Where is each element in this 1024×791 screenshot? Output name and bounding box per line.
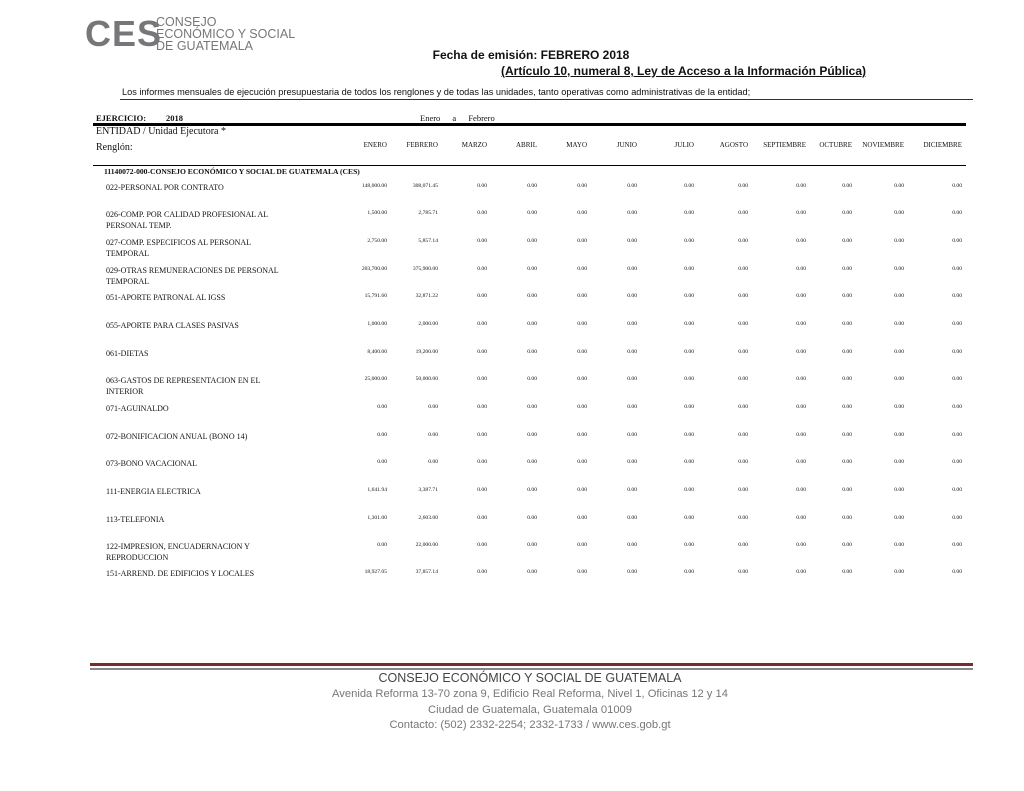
table-cell: 1,641.94 [367, 487, 387, 493]
table-cell: 0.00 [477, 569, 487, 575]
logo-line: CONSEJO [156, 15, 217, 29]
table-cell: 0.00 [684, 183, 694, 189]
table-cell: 0.00 [477, 487, 487, 493]
table-cell: 0.00 [577, 210, 587, 216]
table-cell: 0.00 [738, 542, 748, 548]
row-label [106, 403, 306, 414]
table-cell: 0.00 [627, 432, 637, 438]
issue-date: Fecha de emisión: FEBRERO 2018 [432, 48, 630, 62]
table-cell: 0.00 [627, 459, 637, 465]
row-label [106, 514, 306, 525]
table-cell: 0.00 [738, 210, 748, 216]
table-cell: 2,785.71 [418, 210, 438, 216]
row-label-line: 029-OTRAS REMUNERACIONES DE PERSONAL [106, 266, 279, 275]
table-cell: 0.00 [796, 515, 806, 521]
table-cell: 0.00 [627, 321, 637, 327]
row-label-line: REPRODUCCION [106, 553, 169, 562]
table-cell: 0.00 [842, 515, 852, 521]
table-cell: 0.00 [477, 238, 487, 244]
table-cell: 0.00 [952, 266, 962, 272]
table-cell: 0.00 [894, 183, 904, 189]
month-header: JULIO [674, 141, 694, 149]
table-cell: 0.00 [684, 542, 694, 548]
table-cell: 0.00 [684, 376, 694, 382]
footer-city: Ciudad de Guatemala, Guatemala 01009 [428, 704, 632, 716]
table-cell: 0.00 [377, 459, 387, 465]
table-cell: 0.00 [738, 293, 748, 299]
row-label-line: PERSONAL TEMP. [106, 221, 172, 230]
table-cell: 22,000.00 [415, 542, 438, 548]
table-cell: 0.00 [894, 432, 904, 438]
row-label-line: 111-ENERGIA ELECTRICA [106, 487, 201, 496]
table-cell: 0.00 [952, 459, 962, 465]
table-cell: 0.00 [627, 183, 637, 189]
table-cell: 0.00 [738, 432, 748, 438]
table-cell: 0.00 [796, 569, 806, 575]
table-cell: 0.00 [952, 321, 962, 327]
footer-address: Avenida Reforma 13-70 zona 9, Edificio Real Reforma, Nivel 1, Oficinas 12 y 14 [332, 688, 728, 700]
row-label [106, 237, 306, 259]
month-header: NOVIEMBRE [862, 141, 904, 149]
table-cell: 50,000.00 [415, 376, 438, 382]
table-cell: 0.00 [738, 266, 748, 272]
table-cell: 0.00 [477, 515, 487, 521]
table-cell: 0.00 [627, 238, 637, 244]
table-cell: 0.00 [684, 266, 694, 272]
table-cell: 0.00 [952, 542, 962, 548]
table-cell: 0.00 [842, 183, 852, 189]
table-cell: 0.00 [684, 210, 694, 216]
table-cell: 0.00 [842, 376, 852, 382]
table-cell: 0.00 [377, 542, 387, 548]
table-cell: 0.00 [577, 487, 587, 493]
table-cell: 0.00 [627, 542, 637, 548]
month-header: JUNIO [616, 141, 637, 149]
table-cell: 0.00 [894, 569, 904, 575]
table-cell: 0.00 [477, 376, 487, 382]
table-cell: 0.00 [527, 210, 537, 216]
table-cell: 0.00 [842, 349, 852, 355]
logo-text [156, 16, 295, 52]
table-cell: 0.00 [796, 293, 806, 299]
period-sep: a [452, 113, 457, 123]
table-cell: 0.00 [796, 487, 806, 493]
table-cell: 1,000.00 [367, 321, 387, 327]
month-header: FEBRERO [406, 141, 438, 149]
table-cell: 0.00 [952, 487, 962, 493]
table-cell: 0.00 [627, 376, 637, 382]
table-cell: 0.00 [377, 404, 387, 410]
table-cell: 0.00 [796, 266, 806, 272]
table-cell: 0.00 [684, 569, 694, 575]
table-cell: 0.00 [377, 432, 387, 438]
table-cell: 0.00 [684, 515, 694, 521]
table-cell: 0.00 [477, 321, 487, 327]
ces-logo [85, 14, 315, 54]
month-header: OCTUBRE [819, 141, 852, 149]
table-cell: 0.00 [842, 238, 852, 244]
table-cell: 0.00 [684, 238, 694, 244]
exercise [96, 113, 183, 123]
table-cell: 0.00 [894, 459, 904, 465]
table-cell: 2,750.00 [367, 238, 387, 244]
table-cell: 0.00 [577, 293, 587, 299]
table-cell: 0.00 [477, 293, 487, 299]
table-cell: 0.00 [527, 238, 537, 244]
unit-title: 11140072-000-CONSEJO ECONÓMICO Y SOCIAL DE GUATEMALA (CES) [104, 167, 360, 176]
row-label [106, 348, 306, 359]
table-cell: 0.00 [952, 349, 962, 355]
row-label [106, 431, 306, 442]
table-cell: 0.00 [527, 542, 537, 548]
table-cell: 0.00 [894, 376, 904, 382]
table-cell: 1,500.00 [367, 210, 387, 216]
table-cell: 0.00 [796, 210, 806, 216]
row-label-line: 051-APORTE PATRONAL AL IGSS [106, 293, 226, 302]
table-cell: 0.00 [684, 349, 694, 355]
row-label-line: 113-TELEFONIA [106, 515, 165, 524]
table-cell: 0.00 [842, 321, 852, 327]
table-cell: 0.00 [684, 432, 694, 438]
table-cell: 0.00 [842, 210, 852, 216]
table-cell: 0.00 [738, 349, 748, 355]
table-cell: 0.00 [477, 404, 487, 410]
table-cell: 18,927.05 [364, 569, 387, 575]
table-cell: 8,400.00 [367, 349, 387, 355]
table-cell: 25,000.00 [364, 376, 387, 382]
row-label-line: 071-AGUINALDO [106, 404, 169, 413]
table-cell: 0.00 [527, 515, 537, 521]
table-cell: 0.00 [738, 487, 748, 493]
logo-line: ECONÓMICO Y SOCIAL [156, 27, 296, 41]
table-cell: 0.00 [527, 321, 537, 327]
table-cell: 0.00 [796, 542, 806, 548]
table-cell: 0.00 [796, 183, 806, 189]
table-cell: 0.00 [952, 183, 962, 189]
table-cell: 0.00 [527, 487, 537, 493]
table-cell: 0.00 [738, 238, 748, 244]
month-header: ABRIL [516, 141, 537, 149]
table-cell: 203,700.00 [361, 266, 387, 272]
table-cell: 0.00 [894, 266, 904, 272]
header-divider [120, 99, 973, 100]
month-header: SEPTIEMBRE [763, 141, 806, 149]
row-label [106, 209, 306, 231]
footer-org: CONSEJO ECONÓMICO Y SOCIAL DE GUATEMALA [378, 671, 682, 685]
row-label [106, 292, 306, 303]
table-header-rule [93, 165, 966, 166]
exercise-label: EJERCICIO: [96, 113, 147, 123]
table-cell: 19,200.00 [415, 349, 438, 355]
table-cell: 0.00 [577, 266, 587, 272]
row-label-line: 122-IMPRESION, ENCUADERNACION Y [106, 542, 250, 551]
table-cell: 0.00 [477, 183, 487, 189]
table-cell: 0.00 [952, 238, 962, 244]
logo-line: DE GUATEMALA [156, 39, 254, 53]
table-cell: 0.00 [738, 321, 748, 327]
table-cell: 0.00 [477, 459, 487, 465]
table-cell: 0.00 [627, 349, 637, 355]
table-cell: 0.00 [477, 542, 487, 548]
table-cell: 0.00 [577, 238, 587, 244]
table-cell: 0.00 [577, 321, 587, 327]
table-cell: 0.00 [842, 404, 852, 410]
exercise-year: 2018 [166, 113, 183, 123]
month-header: MARZO [461, 141, 487, 149]
row-label [106, 486, 306, 497]
table-cell: 0.00 [527, 432, 537, 438]
table-cell: 0.00 [577, 515, 587, 521]
table-cell: 0.00 [894, 404, 904, 410]
table-cell: 0.00 [952, 293, 962, 299]
table-cell: 0.00 [428, 432, 438, 438]
period-to: Febrero [468, 113, 495, 123]
month-header: MAYO [566, 141, 587, 149]
table-cell: 0.00 [684, 293, 694, 299]
table-cell: 0.00 [477, 210, 487, 216]
table-cell: 0.00 [894, 487, 904, 493]
table-cell: 0.00 [577, 459, 587, 465]
table-cell: 0.00 [738, 459, 748, 465]
table-cell: 0.00 [477, 266, 487, 272]
table-cell: 0.00 [738, 183, 748, 189]
month-header: DICIEMBRE [923, 141, 962, 149]
table-cell: 0.00 [738, 404, 748, 410]
legal-article: (Artículo 10, numeral 8, Ley de Acceso a la Información Pública) [501, 64, 866, 78]
table-cell: 0.00 [842, 293, 852, 299]
period [420, 113, 505, 123]
table-cell: 15,791.60 [364, 293, 387, 299]
table-cell: 0.00 [684, 459, 694, 465]
table-cell: 0.00 [796, 459, 806, 465]
row-label-line: 061-DIETAS [106, 349, 149, 358]
table-cell: 0.00 [796, 238, 806, 244]
row-label-line: 072-BONIFICACION ANUAL (BONO 14) [106, 432, 248, 441]
table-cell: 0.00 [627, 404, 637, 410]
table-cell: 0.00 [952, 210, 962, 216]
table-cell: 0.00 [577, 183, 587, 189]
table-cell: 0.00 [627, 293, 637, 299]
table-cell: 2,603.00 [418, 515, 438, 521]
row-label-line: 026-COMP. POR CALIDAD PROFESIONAL AL [106, 210, 269, 219]
logo-mark: CES [85, 13, 163, 54]
table-cell: 0.00 [796, 432, 806, 438]
table-cell: 0.00 [894, 238, 904, 244]
row-label-line: 027-COMP. ESPECIFICOS AL PERSONAL [106, 238, 252, 247]
table-cell: 0.00 [842, 487, 852, 493]
table-cell: 0.00 [952, 376, 962, 382]
table-cell: 0.00 [894, 293, 904, 299]
row-label [106, 541, 306, 563]
row-label [106, 458, 306, 469]
table-cell: 0.00 [952, 569, 962, 575]
table-cell: 0.00 [738, 569, 748, 575]
table-cell: 0.00 [577, 404, 587, 410]
table-cell: 0.00 [796, 321, 806, 327]
table-cell: 0.00 [684, 487, 694, 493]
table-cell: 0.00 [627, 487, 637, 493]
table-cell: 0.00 [894, 210, 904, 216]
table-cell: 0.00 [577, 542, 587, 548]
row-label [106, 568, 306, 579]
table-cell: 148,000.00 [361, 183, 387, 189]
table-cell: 0.00 [527, 183, 537, 189]
table-cell: 0.00 [527, 349, 537, 355]
table-cell: 0.00 [684, 321, 694, 327]
period-from: Enero [420, 113, 441, 123]
table-cell: 0.00 [796, 376, 806, 382]
table-cell: 37,857.14 [415, 569, 438, 575]
table-cell: 0.00 [577, 569, 587, 575]
table-cell: 308,071.45 [412, 183, 438, 189]
table-cell: 3,387.71 [418, 487, 438, 493]
row-label-line: TEMPORAL [106, 249, 150, 258]
table-cell: 0.00 [527, 404, 537, 410]
table-cell: 0.00 [894, 515, 904, 521]
table-cell: 5,857.14 [418, 238, 438, 244]
row-label-line: TEMPORAL [106, 277, 150, 286]
table-cell: 0.00 [627, 266, 637, 272]
table-cell: 0.00 [894, 349, 904, 355]
table-cell: 0.00 [842, 542, 852, 548]
footer-rule [90, 663, 973, 666]
line-label: Renglón: [96, 142, 133, 153]
table-cell: 1,301.00 [367, 515, 387, 521]
row-label-line: 055-APORTE PARA CLASES PASIVAS [106, 321, 239, 330]
table-cell: 0.00 [577, 376, 587, 382]
table-cell: 0.00 [894, 321, 904, 327]
table-cell: 0.00 [577, 349, 587, 355]
table-cell: 0.00 [796, 404, 806, 410]
table-cell: 0.00 [738, 376, 748, 382]
table-cell: 0.00 [428, 404, 438, 410]
row-label-line: 022-PERSONAL POR CONTRATO [106, 183, 224, 192]
entity-label: ENTIDAD / Unidad Ejecutora * [96, 126, 226, 137]
row-label-line: 073-BONO VACACIONAL [106, 459, 198, 468]
table-cell: 0.00 [428, 459, 438, 465]
table-cell: 0.00 [527, 266, 537, 272]
table-cell: 0.00 [952, 432, 962, 438]
intro-text: Los informes mensuales de ejecución presupuestaria de todos los renglones y de todas las unidades, tanto operativas como administrativas de la entidad; [122, 87, 751, 97]
table-cell: 0.00 [627, 515, 637, 521]
month-header: AGOSTO [719, 141, 748, 149]
footer-contact: Contacto: (502) 2332-2254; 2332-1733 / www.ces.gob.gt [389, 719, 671, 731]
table-cell: 375,900.00 [412, 266, 438, 272]
table-cell: 0.00 [527, 569, 537, 575]
table-cell: 0.00 [527, 293, 537, 299]
table-cell: 0.00 [477, 432, 487, 438]
table-cell: 0.00 [894, 542, 904, 548]
table-cell: 0.00 [627, 569, 637, 575]
table-cell: 0.00 [527, 459, 537, 465]
table-cell: 0.00 [842, 459, 852, 465]
table-cell: 0.00 [952, 404, 962, 410]
table-cell: 0.00 [738, 515, 748, 521]
table-cell: 32,871.22 [415, 293, 438, 299]
table-cell: 2,000.00 [418, 321, 438, 327]
table-cell: 0.00 [842, 569, 852, 575]
row-label-line: INTERIOR [106, 387, 144, 396]
table-cell: 0.00 [842, 266, 852, 272]
table-cell: 0.00 [796, 349, 806, 355]
table-cell: 0.00 [477, 349, 487, 355]
table-cell: 0.00 [527, 376, 537, 382]
table-cell: 0.00 [952, 515, 962, 521]
row-label-line: 151-ARREND. DE EDIFICIOS Y LOCALES [106, 569, 255, 578]
row-label [106, 320, 306, 331]
table-cell: 0.00 [842, 432, 852, 438]
row-label [106, 265, 306, 287]
table-cell: 0.00 [627, 210, 637, 216]
row-label [106, 182, 306, 193]
table-cell: 0.00 [577, 432, 587, 438]
row-label-line: 063-GASTOS DE REPRESENTACION EN EL [106, 376, 261, 385]
table-cell: 0.00 [684, 404, 694, 410]
month-header: ENERO [363, 141, 387, 149]
footer-rule-secondary [90, 668, 973, 670]
row-label [106, 375, 306, 397]
